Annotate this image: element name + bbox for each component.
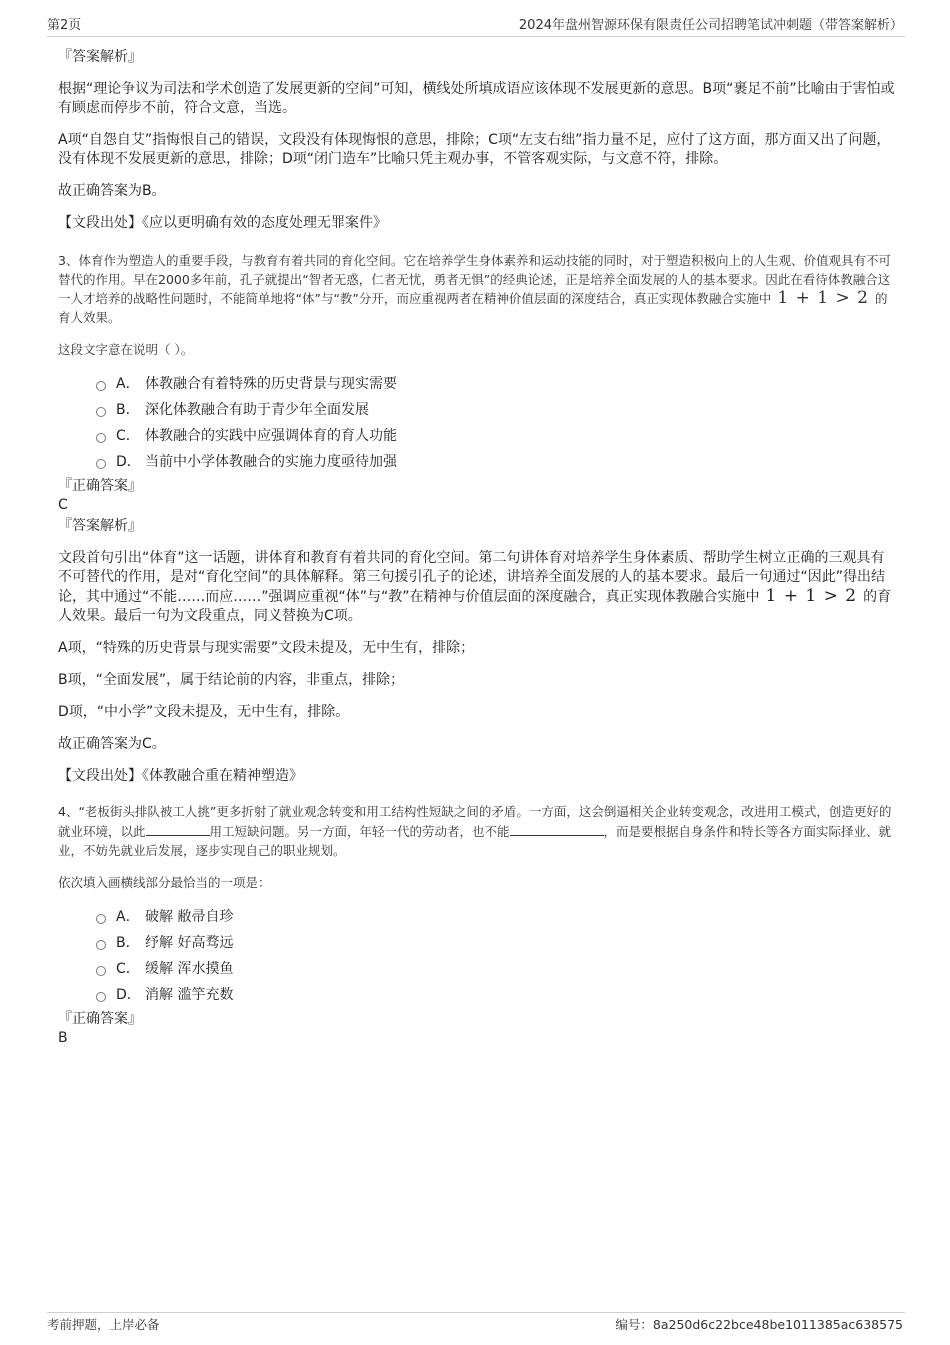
footer-serial-number: 编号：8a250d6c22bce48be1011385ac638575 [615,1317,903,1332]
q3-analysis-math: 1 + 1 > 2 [765,586,858,606]
radio-icon[interactable] [96,381,106,391]
q3-math-expression: 1 + 1 > 2 [777,288,869,308]
q4-option-d[interactable]: D． 消解 滥竽充数 [96,982,898,1008]
q3-analysis-option-d: D项，“中小学”文段未提及，无中生有，排除。 [58,704,350,720]
q4-option-a[interactable]: A． 破解 敝帚自珍 [96,904,898,930]
page-footer [47,1312,905,1333]
q4-option-b[interactable]: B． 纾解 好高骛远 [96,930,898,956]
q3-question: 这段文字意在说明（ ）。 [58,342,194,357]
q4-blank-1 [146,821,210,836]
q3-option-b[interactable]: B． 深化体教融合有助于青少年全面发展 [96,397,898,423]
q3-option-a[interactable]: A． 体教融合有着特殊的历史背景与现实需要 [96,371,898,397]
q3-source: 【文段出处】《体教融合重在精神塑造》 [58,768,303,784]
radio-icon[interactable] [96,940,106,950]
footer-slogan: 考前押题，上岸必备 [47,1317,160,1332]
q4-options [58,904,898,1008]
q3-stem-part-1: 3、体育作为塑造人的重要手段，与教育有着共同的育化空间。它在培养学生身体素养和运动技能的同时，对于塑造积极向上的人生观、价值观具有不可替代的作用。早在2000多年前，孔子就提出“智者无惑，仁者无忧，勇者无惧”的经典论述，正是培养全面发展的人的基本要求。因此在看待体教融合这一人才培养的战略性问题时，不能简单地将“体”与“教”分开，而应重视两者在精神价值层面的深度结合，真正实现体教融合实施中 [58,253,891,306]
page-number: 第2页 [47,18,82,33]
radio-icon[interactable] [96,407,106,417]
q4-stem: 4、“老板街头排队被工人挑”更多折射了就业观念转变和用工结构性短缺之间的矛盾。一方面，这会倒逼相关企业转变观念，改进用工模式，创造更好的就业环境，以此 用工短缺问题。另一方面，年轻一代的劳动者，也不能 ，而是要根据自身条件和特长等各方面实际择业、就业，不妨先就业后发展，逐步实现自己的职业规划。 [58,804,892,858]
q2-analysis-label: 『答案解析』 [58,49,142,65]
q2-conclusion: 故正确答案为B。 [58,183,166,199]
radio-icon[interactable] [96,914,106,924]
q2-analysis-paragraph-2: A项“自怨自艾”指悔恨自己的错误，文段没有体现悔恨的意思，排除；C项“左支右绌”指力量不足，应付了这方面，那方面又出了问题，没有体现不发展更新的意思，排除；D项“闭门造车”比喻只凭主观办事，不管客观实际，与文意不符，排除。 [58,132,891,167]
document-title: 2024年盘州智源环保有限责任公司招聘笔试冲刺题（带答案解析） [518,18,903,33]
q4-answer: B [58,1030,68,1046]
q3-option-d[interactable]: D． 当前中小学体教融合的实施力度亟待加强 [96,449,898,475]
radio-icon[interactable] [96,966,106,976]
page-content [58,48,898,1048]
q3-analysis-paragraph-1: 文段首句引出“体育”这一话题，讲体育和教育有着共同的育化空间。第二句讲体育对培养学生身体素质、帮助学生树立正确的三观具有不可替代的作用，是对“育化空间”的具体解释。第三句援引孔子的论述，讲培养全面发展的人的基本要求。最后一句通过“因此”得出结论，其中通过“不能……而应……”强调应重视“体”与“教”在精神与价值层面的深度融合，真正实现体教融合实施中 1 + 1 > 2 的育人效果。最后一句为文段重点，同义替换为C项。 [58,550,892,624]
q4-option-c[interactable]: C． 缓解 浑水摸鱼 [96,956,898,982]
q3-analysis-option-a: A项，“特殊的历史背景与现实需要”文段未提及，无中生有，排除； [58,640,475,656]
page-header [47,14,905,37]
q3-stem-part-2: 的育人效果。 [58,291,888,325]
q4-blank-2 [510,821,604,836]
q3-conclusion: 故正确答案为C。 [58,736,166,752]
q3-option-c[interactable]: C． 体教融合的实践中应强调体育的育人功能 [96,423,898,449]
q2-source: 【文段出处】《应以更明确有效的态度处理无罪案件》 [58,215,387,231]
q3-options [58,371,898,475]
q3-answer: C [58,497,68,513]
q4-question: 依次填入画横线部分最恰当的一项是： [58,875,271,890]
q2-analysis-paragraph-1: 根据“理论争议为司法和学术创造了发展更新的空间”可知，横线处所填成语应该体现不发展更新的意思。B项“裹足不前”比喻由于害怕或有顾虑而停步不前，符合文意，当选。 [58,81,895,116]
q4-answer-label: 『正确答案』 [58,1011,142,1027]
q3-answer-label: 『正确答案』 [58,478,142,494]
q3-analysis-label: 『答案解析』 [58,518,142,534]
radio-icon[interactable] [96,459,106,469]
q3-stem [58,251,898,327]
radio-icon[interactable] [96,433,106,443]
radio-icon[interactable] [96,992,106,1002]
q3-analysis-option-b: B项，“全面发展”，属于结论前的内容，非重点，排除； [58,672,405,688]
